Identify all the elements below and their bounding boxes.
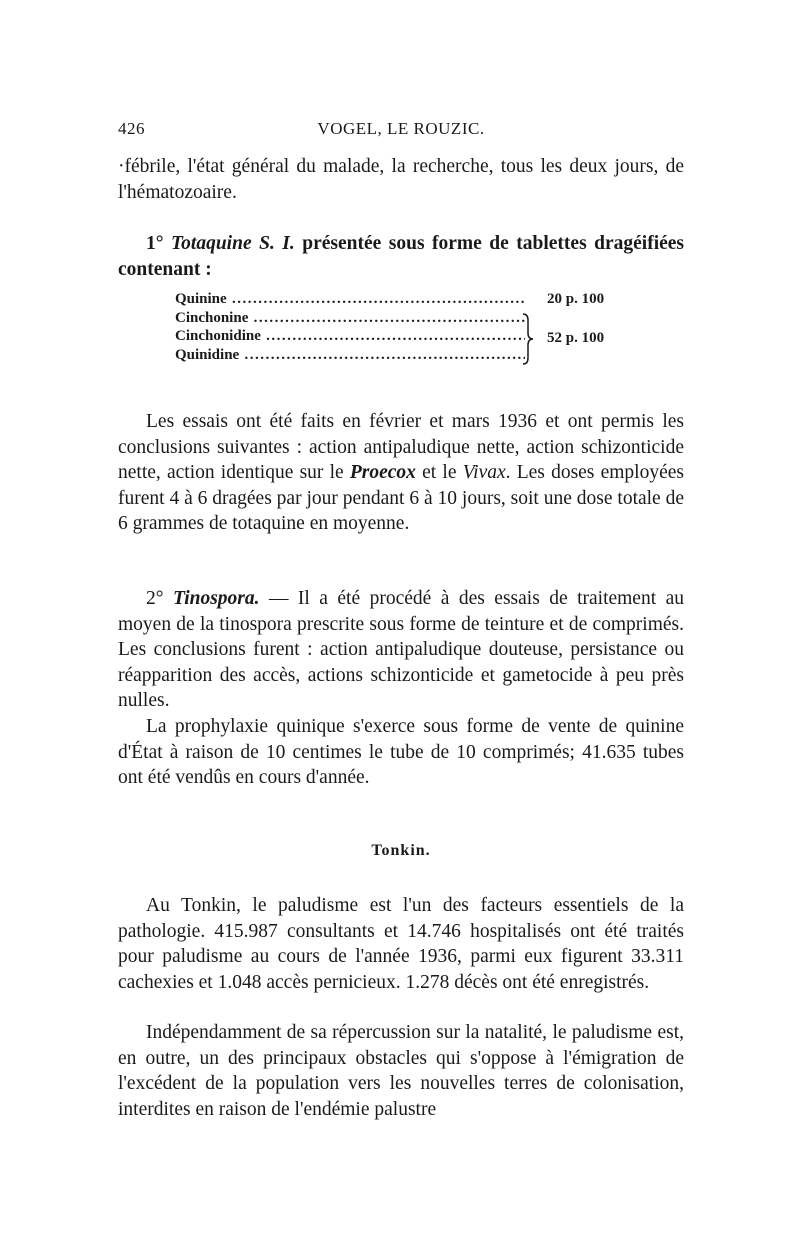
page-number: 426 xyxy=(118,119,145,138)
paragraph-intro-text: ·fébrile, l'état général du malade, la recherche, tous les deux jours, de l'hématozoaire. xyxy=(118,156,684,203)
paragraph-prophylaxie-text: La prophylaxie quinique s'exerce sous forme de vente de quinine d'État à raison de 10 centimes le tube de 10 comprimés; 41.635 tubes ont été vendûs en cours d'année. xyxy=(118,716,684,788)
section-text: présentée sous forme de tablettes dragéifiées contenant : xyxy=(118,233,685,280)
paragraph-intro xyxy=(118,154,684,205)
page-header xyxy=(118,119,684,145)
composition-table xyxy=(175,290,655,364)
ingredient-value: 20 p. 100 xyxy=(547,291,605,307)
group-value: 52 p. 100 xyxy=(547,330,605,346)
right-brace-icon xyxy=(521,313,535,365)
section-name: Totaquine xyxy=(171,233,252,254)
table-row xyxy=(175,290,655,309)
section-title: Tonkin. xyxy=(371,842,431,859)
table-row xyxy=(175,346,655,365)
paragraph-tonkin-text: Au Tonkin, le paludisme est l'un des facteurs essentiels de la pathologie. 415.987 consultants et 14.746 hospitalisés ont été traités pour paludisme au cours de l'année 1936, parmi eux figurent 33.311 cachexies et 1.048 accès pernicieux. 1.278 décès ont été enregistrés. xyxy=(118,895,684,993)
section-number: 1° xyxy=(146,233,164,254)
running-title: VOGEL, LE ROUZIC. xyxy=(317,119,485,138)
table-row xyxy=(175,309,655,328)
paragraph-essais-text-2: et le xyxy=(415,462,463,483)
ingredient-label: Quinidine ..... xyxy=(175,346,525,365)
section-totaquine xyxy=(118,231,684,282)
paragraph-essais xyxy=(118,409,684,537)
section-tinospora xyxy=(118,586,684,714)
paragraph-independamment xyxy=(118,1020,684,1122)
parasite-vivax: Vivax xyxy=(462,462,506,483)
section-text: — Il a été procédé à des essais de traitement au moyen de la tinospora prescrite sous forme de teinture et de comprimés. Les conclusions furent : action antipaludique douteuse, persistance ou réapparition des accès, actions schizonticide et gametocide à peu près nulles. xyxy=(118,588,684,711)
ingredient-label: Cinchonidine ..... xyxy=(175,327,525,346)
paragraph-tonkin xyxy=(118,893,684,995)
paragraph-essais-text-1: Les essais ont été faits en février et mars 1936 et ont permis les conclusions suivantes : action antipaludique nette, action schizonticide nette, action identique sur le xyxy=(118,411,684,483)
section-name: Tinospora. xyxy=(173,588,260,609)
section-number: 2° xyxy=(146,588,164,609)
parasite-proecox: Proecox xyxy=(349,462,416,483)
paragraph-independamment-text: Indépendamment de sa répercussion sur la natalité, le paludisme est, en outre, un des principaux obstacles qui s'oppose à l'émigration de l'excédent de la population vers les nouvelles terres de colonisation, interdites en raison de l'endémie palustre xyxy=(118,1022,684,1120)
ingredient-label: Quinine ..... xyxy=(175,290,525,309)
section-name-suffix: S. I. xyxy=(259,233,295,254)
ingredient-label: Cinchonine ..... xyxy=(175,309,525,328)
paragraph-essais-text-3: . Les doses employées furent 4 à 6 dragées par jour pendant 6 à 10 jours, soit une dose totale de 6 grammes de totaquine en moyenne. xyxy=(118,462,684,534)
paragraph-prophylaxie xyxy=(118,714,684,791)
